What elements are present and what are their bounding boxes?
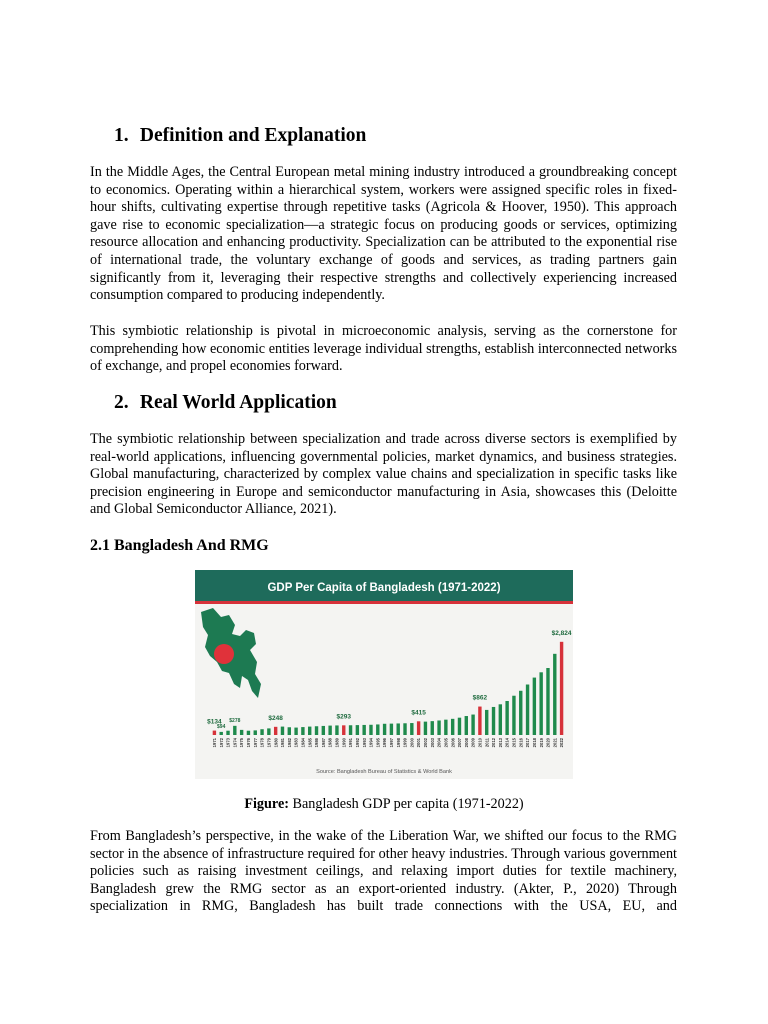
bar-1987 [322, 726, 325, 735]
x-tick-1981: 1981 [280, 738, 286, 748]
bar-2002 [424, 722, 427, 735]
x-tick-2003: 2003 [429, 738, 435, 748]
section-1-paragraph-2: This symbiotic relationship is pivotal in microeconomic analysis, serving as the cornerstone for comprehending how economic entities leverage individual strengths, establish interconnected networks of exchange, and propel economies forward. [90, 323, 677, 375]
bar-2018 [533, 678, 536, 735]
bar-1988 [328, 726, 331, 735]
bar-2010 [478, 707, 481, 735]
bar-1985 [308, 727, 311, 735]
x-tick-1998: 1998 [395, 738, 401, 748]
data-label-2022: $2,824 [551, 629, 572, 637]
bar-2007 [458, 718, 461, 735]
x-tick-2000: 2000 [409, 738, 415, 748]
bar-1998 [397, 723, 400, 735]
bar-2005 [444, 720, 447, 735]
x-tick-1974: 1974 [232, 738, 238, 748]
bar-2022 [560, 642, 563, 735]
x-tick-1984: 1984 [300, 738, 306, 748]
x-tick-1988: 1988 [327, 738, 333, 748]
x-tick-1987: 1987 [320, 738, 326, 748]
data-label-2010: $862 [472, 694, 488, 702]
x-tick-2021: 2021 [552, 738, 558, 748]
x-tick-2016: 2016 [518, 738, 524, 748]
bar-1981 [281, 727, 284, 735]
bar-2006 [451, 719, 454, 735]
x-tick-1993: 1993 [361, 738, 367, 748]
x-tick-2006: 2006 [450, 738, 456, 748]
x-tick-2013: 2013 [497, 738, 503, 748]
bar-2019 [539, 672, 542, 735]
bar-1986 [315, 726, 318, 735]
x-tick-2014: 2014 [504, 738, 510, 748]
x-tick-1977: 1977 [252, 738, 258, 748]
bar-2009 [471, 715, 474, 735]
x-tick-1979: 1979 [266, 738, 272, 748]
x-tick-2001: 2001 [416, 738, 422, 748]
data-label-1980: $248 [268, 714, 283, 722]
x-tick-1991: 1991 [348, 738, 354, 748]
x-tick-2010: 2010 [477, 738, 483, 748]
x-tick-2022: 2022 [559, 738, 565, 748]
bar-1980 [274, 727, 277, 735]
x-tick-2018: 2018 [531, 738, 537, 748]
bar-1999 [403, 723, 406, 735]
x-tick-2015: 2015 [511, 738, 517, 748]
x-tick-2008: 2008 [463, 738, 469, 748]
bar-1990 [342, 725, 345, 735]
bar-1977 [254, 730, 257, 735]
x-tick-1989: 1989 [334, 738, 340, 748]
bar-2017 [526, 685, 529, 735]
x-tick-1986: 1986 [314, 738, 320, 748]
data-label-1974: $278 [229, 717, 241, 724]
section-1-number: 1. [114, 125, 129, 146]
x-tick-2019: 2019 [538, 738, 544, 748]
x-tick-1997: 1997 [389, 738, 394, 748]
bar-2004 [437, 720, 440, 735]
section-2-number: 2. [114, 392, 129, 413]
bar-1983 [294, 728, 297, 735]
bar-1974 [233, 726, 236, 735]
x-tick-1983: 1983 [293, 738, 299, 748]
x-tick-1975: 1975 [239, 738, 245, 748]
x-tick-1972: 1972 [218, 738, 224, 748]
x-tick-2020: 2020 [545, 738, 551, 748]
gdp-chart [195, 570, 573, 779]
section-2-paragraph-1: The symbiotic relationship between specialization and trade across diverse sectors is exemplified by real-world applications, influencing governmental policies, market dynamics, and business strategies. Global manufacturing, characterized by complex value chains and specialization in specific tasks like precision engineering in Europe and semiconductor manufacturing in Asia, showcases this (Deloitte and Global Semiconductor Alliance, 2021). [90, 431, 677, 518]
x-tick-2011: 2011 [484, 738, 490, 748]
gdp-figure [195, 570, 573, 779]
x-tick-1976: 1976 [246, 738, 252, 748]
bar-1975 [240, 730, 243, 735]
x-tick-1973: 1973 [225, 738, 231, 748]
x-tick-1996: 1996 [382, 738, 388, 748]
bar-2014 [505, 701, 508, 735]
x-tick-1982: 1982 [286, 738, 292, 748]
bar-2011 [485, 710, 488, 735]
bar-2008 [465, 716, 468, 735]
bar-1982 [288, 727, 291, 735]
x-tick-1971: 1971 [212, 738, 217, 748]
chart-source: Source: Bangladesh Bureau of Statistics & World Bank [316, 769, 452, 775]
bar-1972 [220, 732, 223, 735]
x-tick-2007: 2007 [457, 738, 463, 748]
section-2-title: Real World Application [139, 392, 337, 413]
bar-2021 [553, 654, 556, 735]
x-tick-1995: 1995 [375, 738, 381, 748]
x-tick-2004: 2004 [436, 738, 442, 748]
bar-2000 [410, 723, 413, 735]
bar-1994 [369, 725, 372, 735]
bar-1997 [390, 724, 393, 735]
bar-2015 [512, 696, 515, 735]
bar-1971 [213, 731, 216, 735]
chart-title: GDP Per Capita of Bangladesh (1971-2022) [267, 582, 501, 594]
x-tick-2012: 2012 [491, 738, 497, 748]
bar-2016 [519, 691, 522, 735]
map-highlight-dot [214, 644, 234, 664]
data-label-2001: $415 [411, 709, 426, 717]
section-1-paragraph-1: In the Middle Ages, the Central European metal mining industry introduced a groundbreaking concept to economics. Operating within a hierarchical system, workers were assigned specific roles in fixed-hour shifts, cultivating expertise through repetitive tasks (Agricola & Hoover, 1950). This approach gave rise to economic specialization—a strategic focus on producing goods or services, optimizing resource allocation and enhancing productivity. Specialization can be attributed to the exponential rise of international trade, the voluntary exchange of goods and services, as trading partners gain significantly from it, leveraging their respective strengths and collectively experiencing increased consumption compared to producing independently. [90, 164, 677, 304]
bar-1993 [362, 725, 365, 735]
bar-1979 [267, 728, 270, 735]
x-tick-1990: 1990 [341, 738, 347, 748]
subsection-2-1-heading: 2.1 Bangladesh And RMG [90, 537, 269, 554]
x-tick-1992: 1992 [354, 738, 360, 748]
x-tick-1978: 1978 [259, 738, 265, 748]
bar-1991 [349, 725, 352, 735]
bar-1984 [301, 727, 304, 735]
figure-caption [0, 795, 768, 813]
bar-2020 [546, 668, 549, 735]
bar-1989 [335, 725, 338, 735]
section-1-title: Definition and Explanation [139, 125, 367, 146]
data-label-1990: $293 [336, 713, 351, 721]
x-tick-2009: 2009 [470, 738, 476, 748]
bar-1973 [226, 731, 229, 735]
x-tick-1985: 1985 [307, 738, 313, 748]
bar-2013 [499, 704, 502, 735]
x-tick-1999: 1999 [402, 738, 408, 748]
x-tick-2002: 2002 [423, 738, 429, 748]
bar-1995 [376, 724, 379, 735]
section-1-heading [114, 124, 366, 148]
bar-1978 [260, 729, 263, 735]
x-tick-1994: 1994 [368, 738, 374, 748]
bar-2001 [417, 721, 420, 735]
closing-paragraph: From Bangladesh’s perspective, in the wake of the Liberation War, we shifted our focus to the RMG sector in the absence of infrastructure required for other heavy industries. Through various government policies such as raising investment ceilings, and relaxing import duties for textile machinery, Bangladesh grew the RMG sector as an export-oriented industry. (Akter, P., 2020) Through specialization in RMG, Bangladesh has built trade connections with the USA, EU, and [90, 828, 677, 915]
chart-header-stripe [195, 601, 573, 604]
figure-caption-label: Figure: [244, 796, 289, 812]
x-tick-1980: 1980 [273, 738, 279, 748]
data-label-1971: $134 [207, 718, 222, 726]
x-tick-2017: 2017 [525, 738, 531, 748]
bar-2003 [431, 721, 434, 735]
x-tick-2005: 2005 [443, 738, 449, 748]
section-2-heading [114, 391, 337, 415]
figure-caption-text: Bangladesh GDP per capita (1971-2022) [288, 796, 524, 812]
bar-2012 [492, 707, 495, 735]
bar-1996 [383, 724, 386, 735]
bar-1992 [356, 725, 359, 735]
data-label-1972: $94 [217, 723, 226, 730]
bar-1976 [247, 731, 250, 735]
